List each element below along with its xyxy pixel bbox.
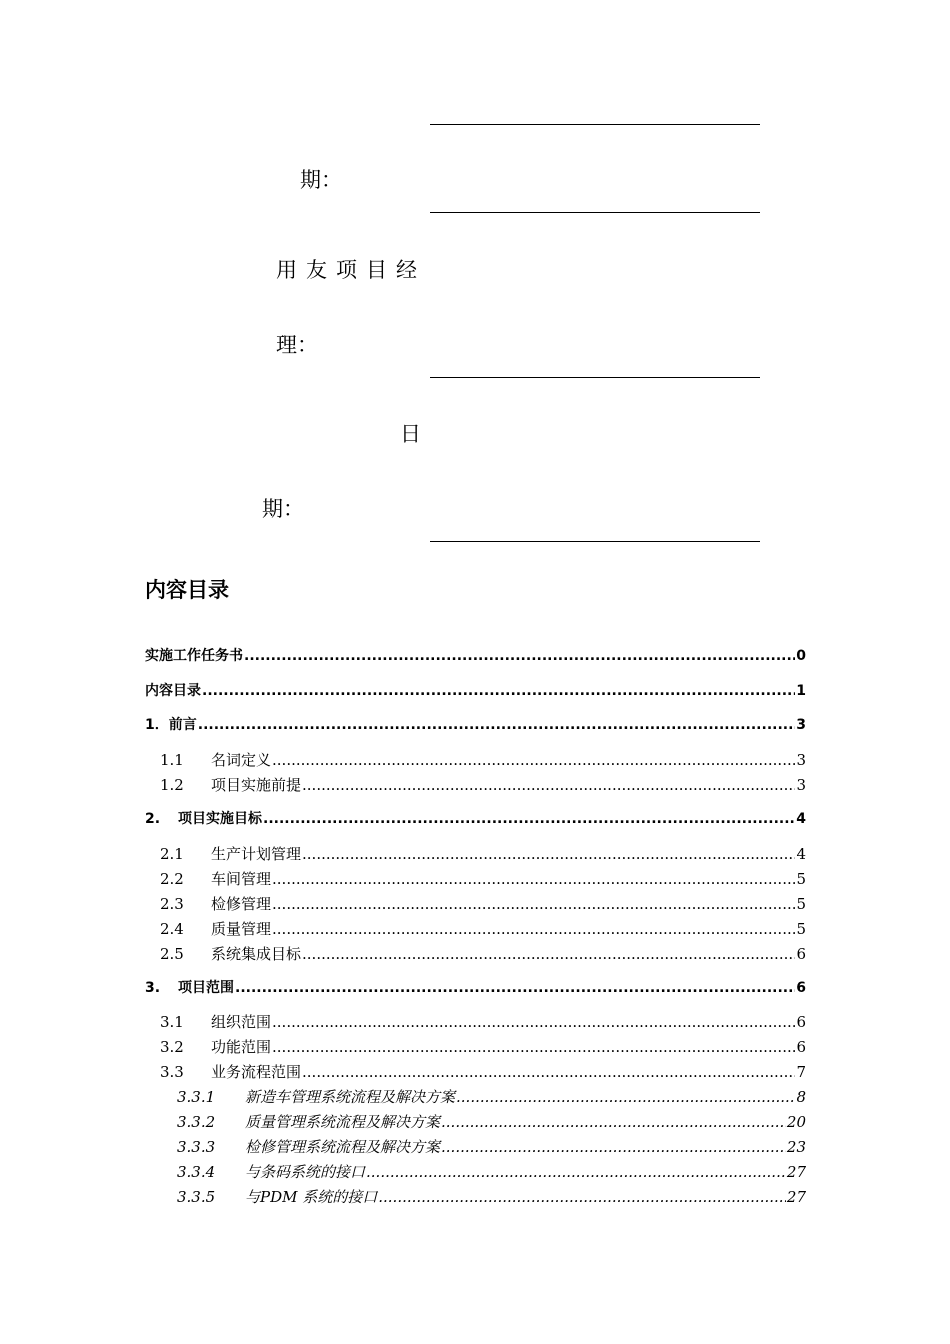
toc-entry-page: 27 [786,1188,806,1206]
toc-entry-page: 1 [796,683,806,699]
date-label-2: 日 [400,422,421,446]
toc-entry-page: 5 [796,870,806,888]
toc-entry-number: 1.1 [160,751,184,769]
toc-heading: 内容目录 [145,578,229,602]
toc-entry-title: 与条码系统的接口 [245,1163,366,1181]
toc-entry-page: 4 [796,845,806,863]
toc-entry-number: 3.1 [160,1013,184,1031]
toc-entry-page: 3 [796,776,806,794]
toc-entry[interactable] [145,1037,806,1057]
toc-entry-title: 新造车管理系统流程及解决方案 [245,1088,456,1106]
toc-entry[interactable] [145,919,806,939]
toc-entry[interactable] [145,1112,806,1132]
date-label: 期： [300,168,342,192]
toc-dot-leader [441,1112,786,1132]
toc-dot-leader [302,775,795,795]
toc-entry[interactable] [145,1187,806,1207]
toc-entry-title: 项目范围 [178,980,234,996]
manager-label: 用友项目经 [276,258,426,282]
toc-dot-leader [235,978,795,998]
toc-entry-title: 检修管理系统流程及解决方案 [245,1138,441,1156]
date-line [430,212,760,213]
date-line-2 [430,541,760,542]
toc-entry-number: 3.3 [160,1063,184,1081]
toc-entry-number: 2. [145,811,161,827]
toc-entry-page: 7 [796,1063,806,1081]
manager-label-cont: 理： [276,333,318,357]
toc-entry[interactable] [145,1137,806,1157]
toc-entry-title: 业务流程范围 [211,1063,302,1081]
toc-entry-number: 3.3.3 [177,1138,216,1156]
date-label-2-cont: 期： [262,497,304,521]
toc-entry-page: 6 [796,945,806,963]
toc-dot-leader [366,1162,786,1182]
toc-dot-leader [272,1037,795,1057]
toc-entry-page: 8 [796,1088,806,1106]
toc-dot-leader [244,646,795,666]
toc-entry[interactable] [145,1087,806,1107]
toc-dot-leader [441,1137,786,1157]
toc-dot-leader [272,750,795,770]
toc-dot-leader [202,681,795,701]
toc-dot-leader [302,1062,795,1082]
signature-line [430,124,760,125]
toc-entry-title: 质量管理系统流程及解决方案 [245,1113,441,1131]
toc-entry-number: 2.5 [160,945,184,963]
toc-dot-leader [272,919,795,939]
toc-dot-leader [302,944,795,964]
toc-entry[interactable] [145,978,806,998]
toc-entry[interactable] [145,681,806,701]
toc-entry-title: 名词定义 [211,751,272,769]
toc-entry-title: 与PDM 系统的接口 [245,1188,378,1206]
toc-entry-page: 4 [796,811,806,827]
toc-dot-leader [198,715,796,735]
toc-entry-page: 3 [796,717,806,733]
toc-entry[interactable] [145,844,806,864]
toc-entry-title: 生产计划管理 [211,845,302,863]
manager-signature-line [430,377,760,378]
toc-entry-title: 检修管理 [211,895,272,913]
toc-entry-page: 5 [796,895,806,913]
toc-entry-number: 2.1 [160,845,184,863]
toc-entry[interactable] [145,1012,806,1032]
toc-entry-title: 质量管理 [211,920,272,938]
toc-entry-page: 6 [796,1038,806,1056]
toc-entry-number: 3.2 [160,1038,184,1056]
toc-entry-number: 2.2 [160,870,184,888]
toc-entry-title: 项目实施前提 [211,776,302,794]
toc-entry-number: 2.3 [160,895,184,913]
toc-entry-title: 1．前言 [145,717,197,733]
toc-entry[interactable] [145,715,806,735]
toc-entry-page: 6 [796,1013,806,1031]
toc-entry[interactable] [145,894,806,914]
toc-entry-number: 3. [145,980,161,996]
toc-entry[interactable] [145,775,806,795]
toc-entry-number: 3.3.1 [177,1088,216,1106]
toc-entry[interactable] [145,1062,806,1082]
toc-entry-page: 5 [796,920,806,938]
toc-entry-title: 组织范围 [211,1013,272,1031]
toc-dot-leader [263,809,795,829]
toc-entry-title: 内容目录 [145,683,201,699]
toc-entry[interactable] [145,809,806,829]
toc-entry-title: 功能范围 [211,1038,272,1056]
toc-entry[interactable] [145,750,806,770]
toc-dot-leader [272,894,795,914]
toc-entry-page: 3 [796,751,806,769]
toc-dot-leader [378,1187,786,1207]
toc-entry-page: 27 [786,1163,806,1181]
toc-dot-leader [302,844,795,864]
toc-entry-title: 车间管理 [211,870,272,888]
toc-dot-leader [272,1012,795,1032]
toc-entry-title: 实施工作任务书 [145,648,243,664]
toc-entry-page: 0 [796,648,806,664]
toc-entry[interactable] [145,646,806,666]
toc-entry-title: 项目实施目标 [178,811,262,827]
toc-entry-page: 23 [786,1138,806,1156]
toc-entry[interactable] [145,1162,806,1182]
toc-entry[interactable] [145,869,806,889]
toc-entry-number: 1.2 [160,776,184,794]
toc-dot-leader [456,1087,795,1107]
toc-entry-page: 20 [786,1113,806,1131]
toc-entry-title: 系统集成目标 [211,945,302,963]
toc-entry-number: 3.3.5 [177,1188,216,1206]
toc-entry-number: 3.3.2 [177,1113,216,1131]
toc-entry-number: 3.3.4 [177,1163,216,1181]
toc-dot-leader [272,869,795,889]
toc-entry-number: 2.4 [160,920,184,938]
toc-entry-page: 6 [796,980,806,996]
toc-entry[interactable] [145,944,806,964]
